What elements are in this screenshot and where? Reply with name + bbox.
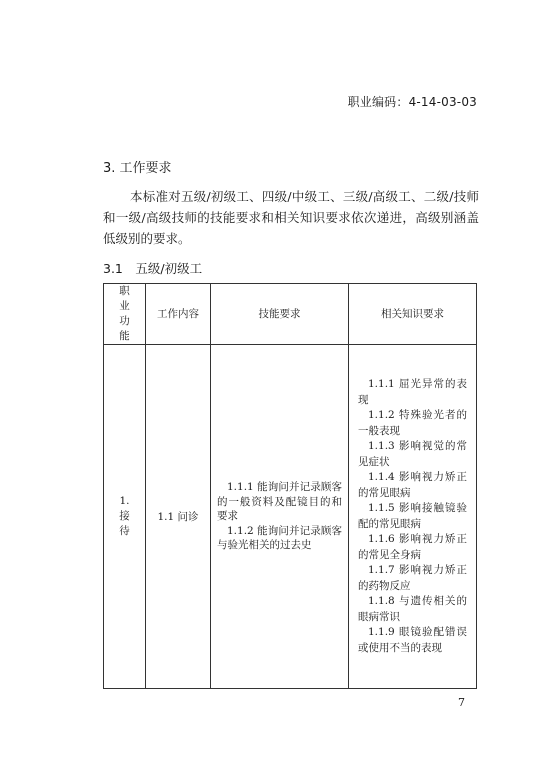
section-title: 3. 工作要求 bbox=[103, 161, 172, 176]
knowledge-item: 1.1.8 与遗传相关的眼病常识 bbox=[358, 595, 467, 623]
section-paragraph: 本标准对五级/初级工、四级/中级工、三级/高级工、二级/技师和一级/高级技师的技能要求和相关知识要求依次递进，高级别涵盖低级别的要求。 bbox=[103, 189, 479, 246]
knowledge-item: 1.1.3 影响视觉的常见症状 bbox=[358, 440, 467, 468]
cell-skills bbox=[211, 345, 349, 689]
knowledge-item: 1.1.5 影响接触镜验配的常见眼病 bbox=[358, 502, 467, 530]
requirements-table bbox=[103, 283, 477, 689]
subsection-title: 3.1 五级/初级工 bbox=[103, 261, 203, 276]
knowledge-item: 1.1.7 影响视力矫正的药物反应 bbox=[358, 564, 467, 592]
page-number: 7 bbox=[458, 696, 465, 709]
knowledge-item: 1.1.4 影响视力矫正的常见眼病 bbox=[358, 471, 467, 499]
knowledge-item: 1.1.1 屈光异常的表现 bbox=[358, 378, 467, 406]
knowledge-item: 1.1.9 眼镜验配错误或使用不当的表现 bbox=[358, 626, 467, 654]
cell-knowledge bbox=[349, 345, 477, 689]
skill-item: 1.1.2 能询问并记录顾客与验光相关的过去史 bbox=[217, 524, 342, 552]
occupation-code: 职业编码：4-14-03-03 bbox=[347, 95, 477, 109]
table-row bbox=[104, 345, 477, 689]
header-function: 职业功能 bbox=[104, 284, 146, 345]
knowledge-item: 1.1.2 特殊验光者的一般表现 bbox=[358, 409, 467, 437]
header-content: 工作内容 bbox=[146, 284, 211, 345]
skill-item: 1.1.1 能询问并记录顾客的一般资料及配镜目的和要求 bbox=[217, 481, 342, 523]
cell-function: 1. 接待 bbox=[104, 345, 146, 689]
knowledge-item: 1.1.6 影响视力矫正的常见全身病 bbox=[358, 533, 467, 561]
cell-content: 1.1 问诊 bbox=[146, 345, 211, 689]
table-header-row bbox=[104, 284, 477, 345]
header-knowledge: 相关知识要求 bbox=[349, 284, 477, 345]
header-skill: 技能要求 bbox=[211, 284, 349, 345]
